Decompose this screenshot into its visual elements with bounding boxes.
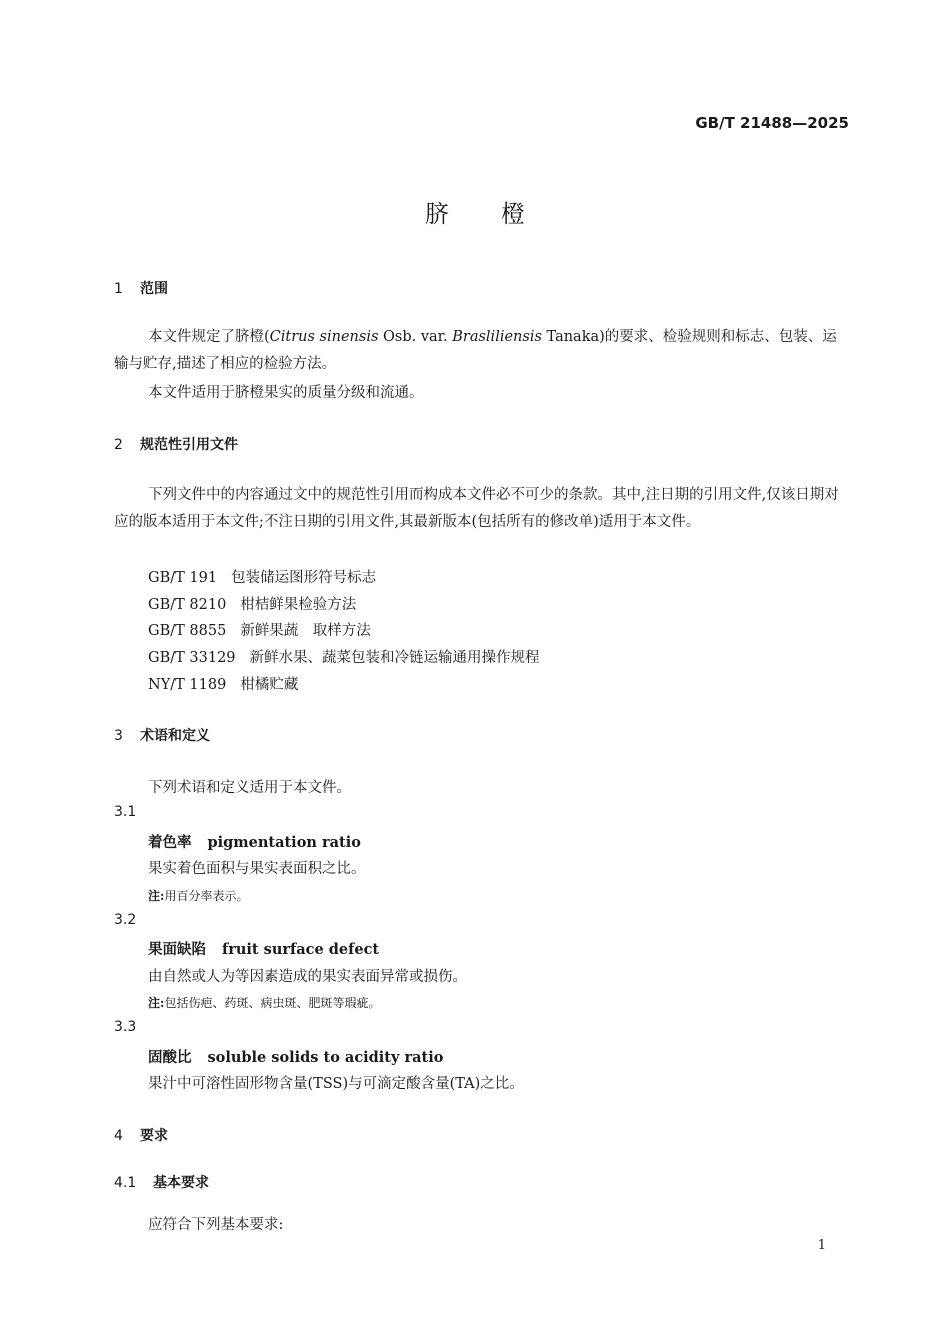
section-title: 术语和定义: [140, 728, 210, 744]
term-heading: 着色率 pigmentation ratio: [148, 834, 361, 851]
section-title: 要求: [140, 1128, 168, 1144]
term-number: 3.3: [114, 1019, 137, 1035]
basic-requirements-intro: 应符合下列基本要求:: [148, 1217, 284, 1233]
standard-code: GB/T 21488—2025: [695, 114, 849, 132]
term-definition: 由自然或人为等因素造成的果实表面异常或损伤。: [148, 969, 467, 985]
section-title: 规范性引用文件: [140, 437, 238, 453]
term-heading: 固酸比 soluble solids to acidity ratio: [148, 1049, 444, 1066]
section-number: 4: [114, 1128, 123, 1144]
term-number: 3.1: [114, 804, 137, 820]
terms-intro: 下列术语和定义适用于本文件。: [148, 780, 351, 796]
section-4-1-heading: [114, 1172, 209, 1192]
normative-intro: 下列文件中的内容通过文中的规范性引用而构成本文件必不可少的条款。其中,注日期的引用文件,仅该日期对应的版本适用于本文件;不注日期的引用文件,其最新版本(包括所有的修改单)适用于本文件。: [114, 487, 839, 530]
section-3-heading: [114, 725, 210, 745]
term-definition: 果汁中可溶性固形物含量(TSS)与可滴定酸含量(TA)之比。: [148, 1076, 524, 1092]
section-title: 基本要求: [153, 1175, 209, 1191]
term-heading: 果面缺陷 fruit surface defect: [148, 941, 380, 958]
page-number: 1: [817, 1238, 826, 1253]
scope-paragraph-1: 本文件规定了脐橙(Citrus sinensis Osb. var. Brasliliensis Tanaka)的要求、检验规则和标志、包装、运输与贮存,描述了相应的检验方法。: [114, 329, 837, 372]
reference-item: GB/T 191 包装储运图形符号标志: [148, 570, 377, 586]
section-number: 4.1: [114, 1175, 137, 1191]
term-definition: 果实着色面积与果实表面积之比。: [148, 861, 366, 877]
section-number: 2: [114, 437, 123, 453]
term-note: 注:包括伤疤、药斑、病虫斑、肥斑等瑕疵。: [148, 996, 381, 1010]
term-number: 3.2: [114, 912, 137, 928]
reference-item: NY/T 1189 柑橘贮藏: [148, 677, 299, 693]
section-4-heading: [114, 1125, 168, 1145]
scope-paragraph-2: 本文件适用于脐橙果实的质量分级和流通。: [148, 385, 424, 401]
reference-item: GB/T 8855 新鲜果蔬 取样方法: [148, 623, 371, 639]
section-number: 1: [114, 281, 123, 297]
section-1-heading: [114, 278, 168, 298]
section-number: 3: [114, 728, 123, 744]
section-title: 范围: [140, 281, 168, 297]
reference-item: GB/T 8210 柑桔鲜果检验方法: [148, 597, 357, 613]
term-note: 注:用百分率表示。: [148, 889, 249, 903]
section-2-heading: [114, 434, 238, 454]
reference-item: GB/T 33129 新鲜水果、蔬菜包装和冷链运输通用操作规程: [148, 650, 540, 666]
document-title: 脐橙: [425, 200, 577, 228]
